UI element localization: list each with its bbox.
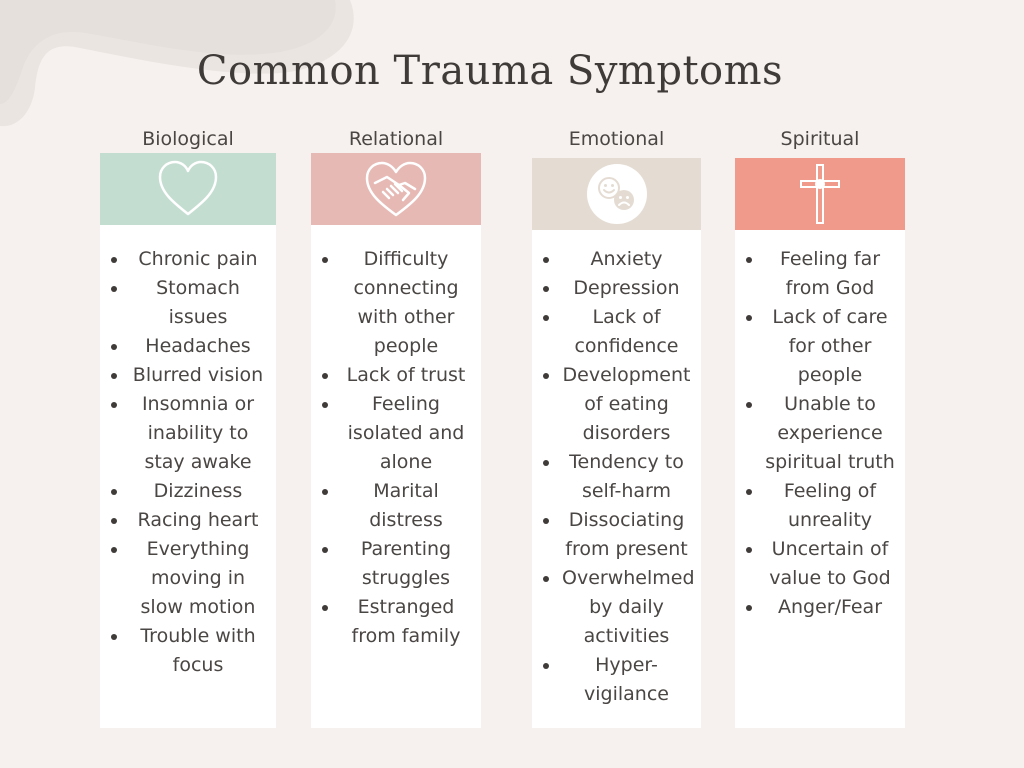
column-header: Emotional — [568, 128, 665, 150]
column-relational — [311, 128, 481, 728]
list-item: Uncertain of value to God — [743, 535, 897, 593]
symptom-list — [100, 225, 276, 680]
column-header: Relational — [348, 128, 444, 150]
list-item: Dissociating from present — [540, 506, 693, 564]
symptom-list — [532, 230, 701, 709]
handshake-heart-icon — [363, 159, 429, 219]
symptom-card — [100, 225, 276, 728]
list-item: Marital distress — [319, 477, 473, 535]
list-item: Anxiety — [540, 245, 693, 274]
list-item: Chronic pain — [108, 245, 268, 274]
list-item: Lack of care for other people — [743, 303, 897, 390]
column-biological — [100, 128, 276, 728]
column-icon-band — [532, 158, 701, 230]
symptom-card — [311, 225, 481, 728]
list-item: Racing heart — [108, 506, 268, 535]
column-header: Spiritual — [780, 128, 860, 150]
list-item: Feeling of unreality — [743, 477, 897, 535]
column-icon-band — [100, 153, 276, 225]
symptom-card — [532, 230, 701, 728]
list-item: Development of eating disorders — [540, 361, 693, 448]
list-item: Depression — [540, 274, 693, 303]
list-item: Feeling far from God — [743, 245, 897, 303]
list-item: Blurred vision — [108, 361, 268, 390]
heart-icon — [156, 159, 220, 219]
list-item: Estranged from family — [319, 593, 473, 651]
happy-sad-faces-icon — [585, 162, 649, 226]
column-emotional — [532, 128, 701, 728]
column-icon-band — [735, 158, 905, 230]
list-item: Everything moving in slow motion — [108, 535, 268, 622]
symptom-list — [735, 230, 905, 622]
list-item: Dizziness — [108, 477, 268, 506]
column-header: Biological — [142, 128, 234, 150]
list-item: Insomnia or inability to stay awake — [108, 390, 268, 477]
list-item: Unable to experience spiritual truth — [743, 390, 897, 477]
list-item: Hyper-vigilance — [540, 651, 693, 709]
list-item: Overwhelmed by daily activities — [540, 564, 693, 651]
list-item: Stomach issues — [108, 274, 268, 332]
symptom-list — [311, 225, 481, 651]
list-item: Lack of confidence — [540, 303, 693, 361]
list-item: Lack of trust — [319, 361, 473, 390]
list-item: Parenting struggles — [319, 535, 473, 593]
list-item: Tendency to self-harm — [540, 448, 693, 506]
page-title: Common Trauma Symptoms — [196, 48, 784, 94]
list-item: Difficulty connecting with other people — [319, 245, 473, 361]
column-icon-band — [311, 153, 481, 225]
list-item: Feeling isolated and alone — [319, 390, 473, 477]
column-spiritual — [735, 128, 905, 728]
list-item: Trouble with focus — [108, 622, 268, 680]
symptom-card — [735, 230, 905, 728]
list-item: Anger/Fear — [743, 593, 897, 622]
list-item: Headaches — [108, 332, 268, 361]
cross-icon — [798, 162, 842, 226]
